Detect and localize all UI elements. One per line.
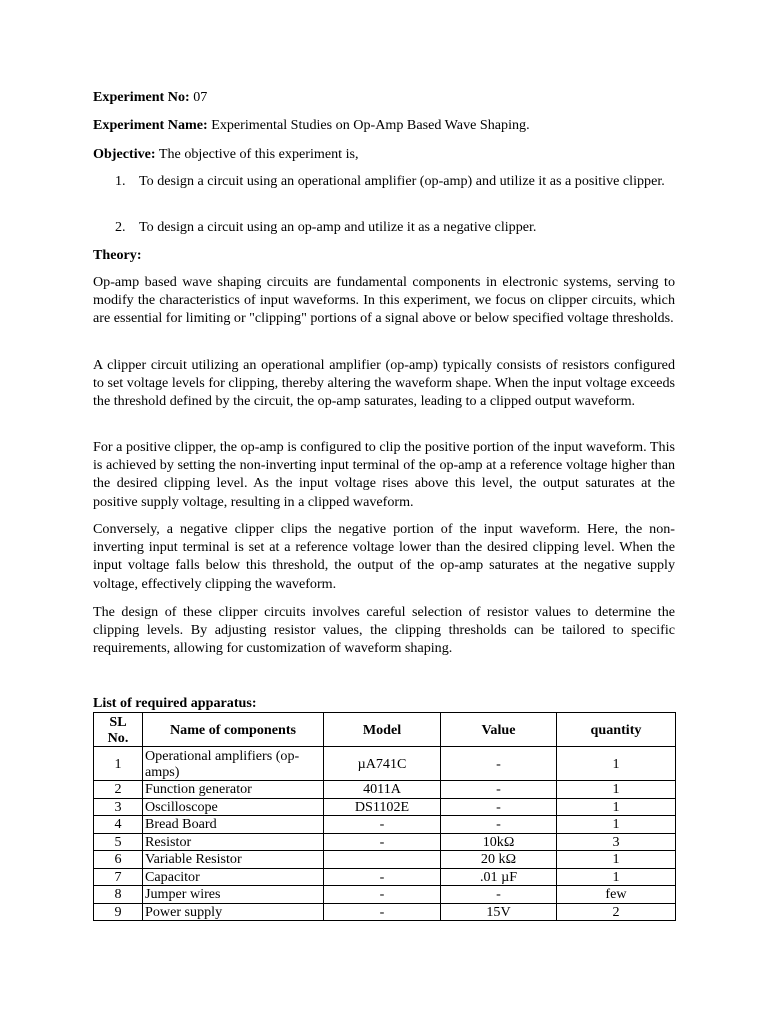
objective bbox=[93, 145, 359, 163]
table-row bbox=[94, 851, 676, 869]
cell-value: .01 µF bbox=[441, 868, 557, 886]
header-quantity: quantity bbox=[557, 713, 676, 747]
experiment-no-value: 07 bbox=[189, 89, 208, 105]
cell-name: Resistor bbox=[143, 833, 324, 851]
cell-name: Bread Board bbox=[143, 816, 324, 834]
cell-sl: 2 bbox=[94, 781, 143, 799]
cell-model: - bbox=[324, 833, 441, 851]
cell-value: - bbox=[441, 886, 557, 904]
theory-paragraph: The design of these clipper circuits involves careful selection of resistor values to determine the clipping levels. By adjusting resistor values, the clipping thresholds can be tailored to specific requirements, allowing for customization of waveform shaping. bbox=[93, 604, 675, 657]
experiment-name-label: Experiment Name: bbox=[93, 117, 208, 133]
cell-quantity: few bbox=[557, 886, 676, 904]
cell-model bbox=[324, 851, 441, 869]
cell-name: Variable Resistor bbox=[143, 851, 324, 869]
cell-model: - bbox=[324, 868, 441, 886]
table-row bbox=[94, 903, 676, 921]
cell-sl: 5 bbox=[94, 833, 143, 851]
header-name: Name of components bbox=[143, 713, 324, 747]
cell-value: - bbox=[441, 816, 557, 834]
theory-heading: Theory: bbox=[93, 247, 142, 263]
cell-sl: 7 bbox=[94, 868, 143, 886]
cell-name: Jumper wires bbox=[143, 886, 324, 904]
cell-value: - bbox=[441, 747, 557, 781]
cell-quantity: 1 bbox=[557, 868, 676, 886]
cell-quantity: 1 bbox=[557, 851, 676, 869]
header-value: Value bbox=[441, 713, 557, 747]
list-item-number: 1. bbox=[115, 173, 126, 189]
objective-label: Objective: bbox=[93, 146, 156, 162]
apparatus-table bbox=[93, 712, 676, 921]
list-item-number: 2. bbox=[115, 219, 126, 235]
cell-value: 10kΩ bbox=[441, 833, 557, 851]
cell-name: Function generator bbox=[143, 781, 324, 799]
objective-value: The objective of this experiment is, bbox=[155, 146, 359, 162]
cell-name: Operational amplifiers (op-amps) bbox=[143, 747, 324, 781]
table-row bbox=[94, 798, 676, 816]
cell-sl: 1 bbox=[94, 747, 143, 781]
theory-paragraph: Conversely, a negative clipper clips the negative portion of the input waveform. Here, the non-inverting input terminal is set at a reference voltage lower than the desired clipping level. When the input voltage falls below this threshold, the output of the op-amp saturates at the negative supply voltage, effectively clipping the waveform. bbox=[93, 521, 675, 592]
cell-quantity: 2 bbox=[557, 903, 676, 921]
cell-sl: 8 bbox=[94, 886, 143, 904]
theory-paragraph: For a positive clipper, the op-amp is configured to clip the positive portion of the input waveform. This is achieved by setting the non-inverting input terminal of the op-amp at a reference voltage higher than the desired clipping level. As the input voltage rises above this level, the output saturates at the positive supply voltage, resulting in a clipped waveform. bbox=[93, 439, 675, 510]
theory-paragraph: A clipper circuit utilizing an operational amplifier (op-amp) typically consists of resistors configured to set voltage levels for clipping, thereby altering the waveform shape. When the input voltage exceeds the threshold defined by the circuit, the op-amp saturates, leading to a clipped output waveform. bbox=[93, 357, 675, 410]
cell-name: Power supply bbox=[143, 903, 324, 921]
header-model: Model bbox=[324, 713, 441, 747]
apparatus-title: List of required apparatus: bbox=[93, 695, 257, 711]
table-row bbox=[94, 886, 676, 904]
cell-model: - bbox=[324, 903, 441, 921]
experiment-name bbox=[93, 116, 530, 134]
experiment-name-value: Experimental Studies on Op-Amp Based Wave Shaping. bbox=[207, 117, 530, 133]
cell-model: - bbox=[324, 886, 441, 904]
cell-quantity: 1 bbox=[557, 747, 676, 781]
cell-sl: 6 bbox=[94, 851, 143, 869]
cell-model: DS1102E bbox=[324, 798, 441, 816]
cell-name: Oscilloscope bbox=[143, 798, 324, 816]
list-item-text: To design a circuit using an op-amp and utilize it as a negative clipper. bbox=[139, 219, 537, 235]
table-row bbox=[94, 868, 676, 886]
cell-quantity: 1 bbox=[557, 798, 676, 816]
cell-value: 15V bbox=[441, 903, 557, 921]
cell-model: µA741C bbox=[324, 747, 441, 781]
table-header-row bbox=[94, 713, 676, 747]
experiment-no bbox=[93, 88, 207, 106]
table-row bbox=[94, 816, 676, 834]
theory-paragraph: Op-amp based wave shaping circuits are fundamental components in electronic systems, serving to modify the characteristics of input waveforms. In this experiment, we focus on clipper circuits, which are essential for limiting or "clipping" portions of a signal above or below specified voltage thresholds. bbox=[93, 274, 675, 327]
cell-quantity: 1 bbox=[557, 781, 676, 799]
cell-value: - bbox=[441, 781, 557, 799]
cell-name: Capacitor bbox=[143, 868, 324, 886]
header-sl: SL No. bbox=[94, 713, 143, 747]
cell-model: 4011A bbox=[324, 781, 441, 799]
table-row bbox=[94, 781, 676, 799]
list-item-text: To design a circuit using an operational amplifier (op-amp) and utilize it as a positive clipper. bbox=[139, 173, 665, 189]
cell-quantity: 3 bbox=[557, 833, 676, 851]
cell-value: - bbox=[441, 798, 557, 816]
cell-value: 20 kΩ bbox=[441, 851, 557, 869]
cell-model: - bbox=[324, 816, 441, 834]
cell-sl: 4 bbox=[94, 816, 143, 834]
table-row bbox=[94, 747, 676, 781]
cell-quantity: 1 bbox=[557, 816, 676, 834]
experiment-no-label: Experiment No: bbox=[93, 89, 190, 105]
cell-sl: 3 bbox=[94, 798, 143, 816]
cell-sl: 9 bbox=[94, 903, 143, 921]
table-row bbox=[94, 833, 676, 851]
